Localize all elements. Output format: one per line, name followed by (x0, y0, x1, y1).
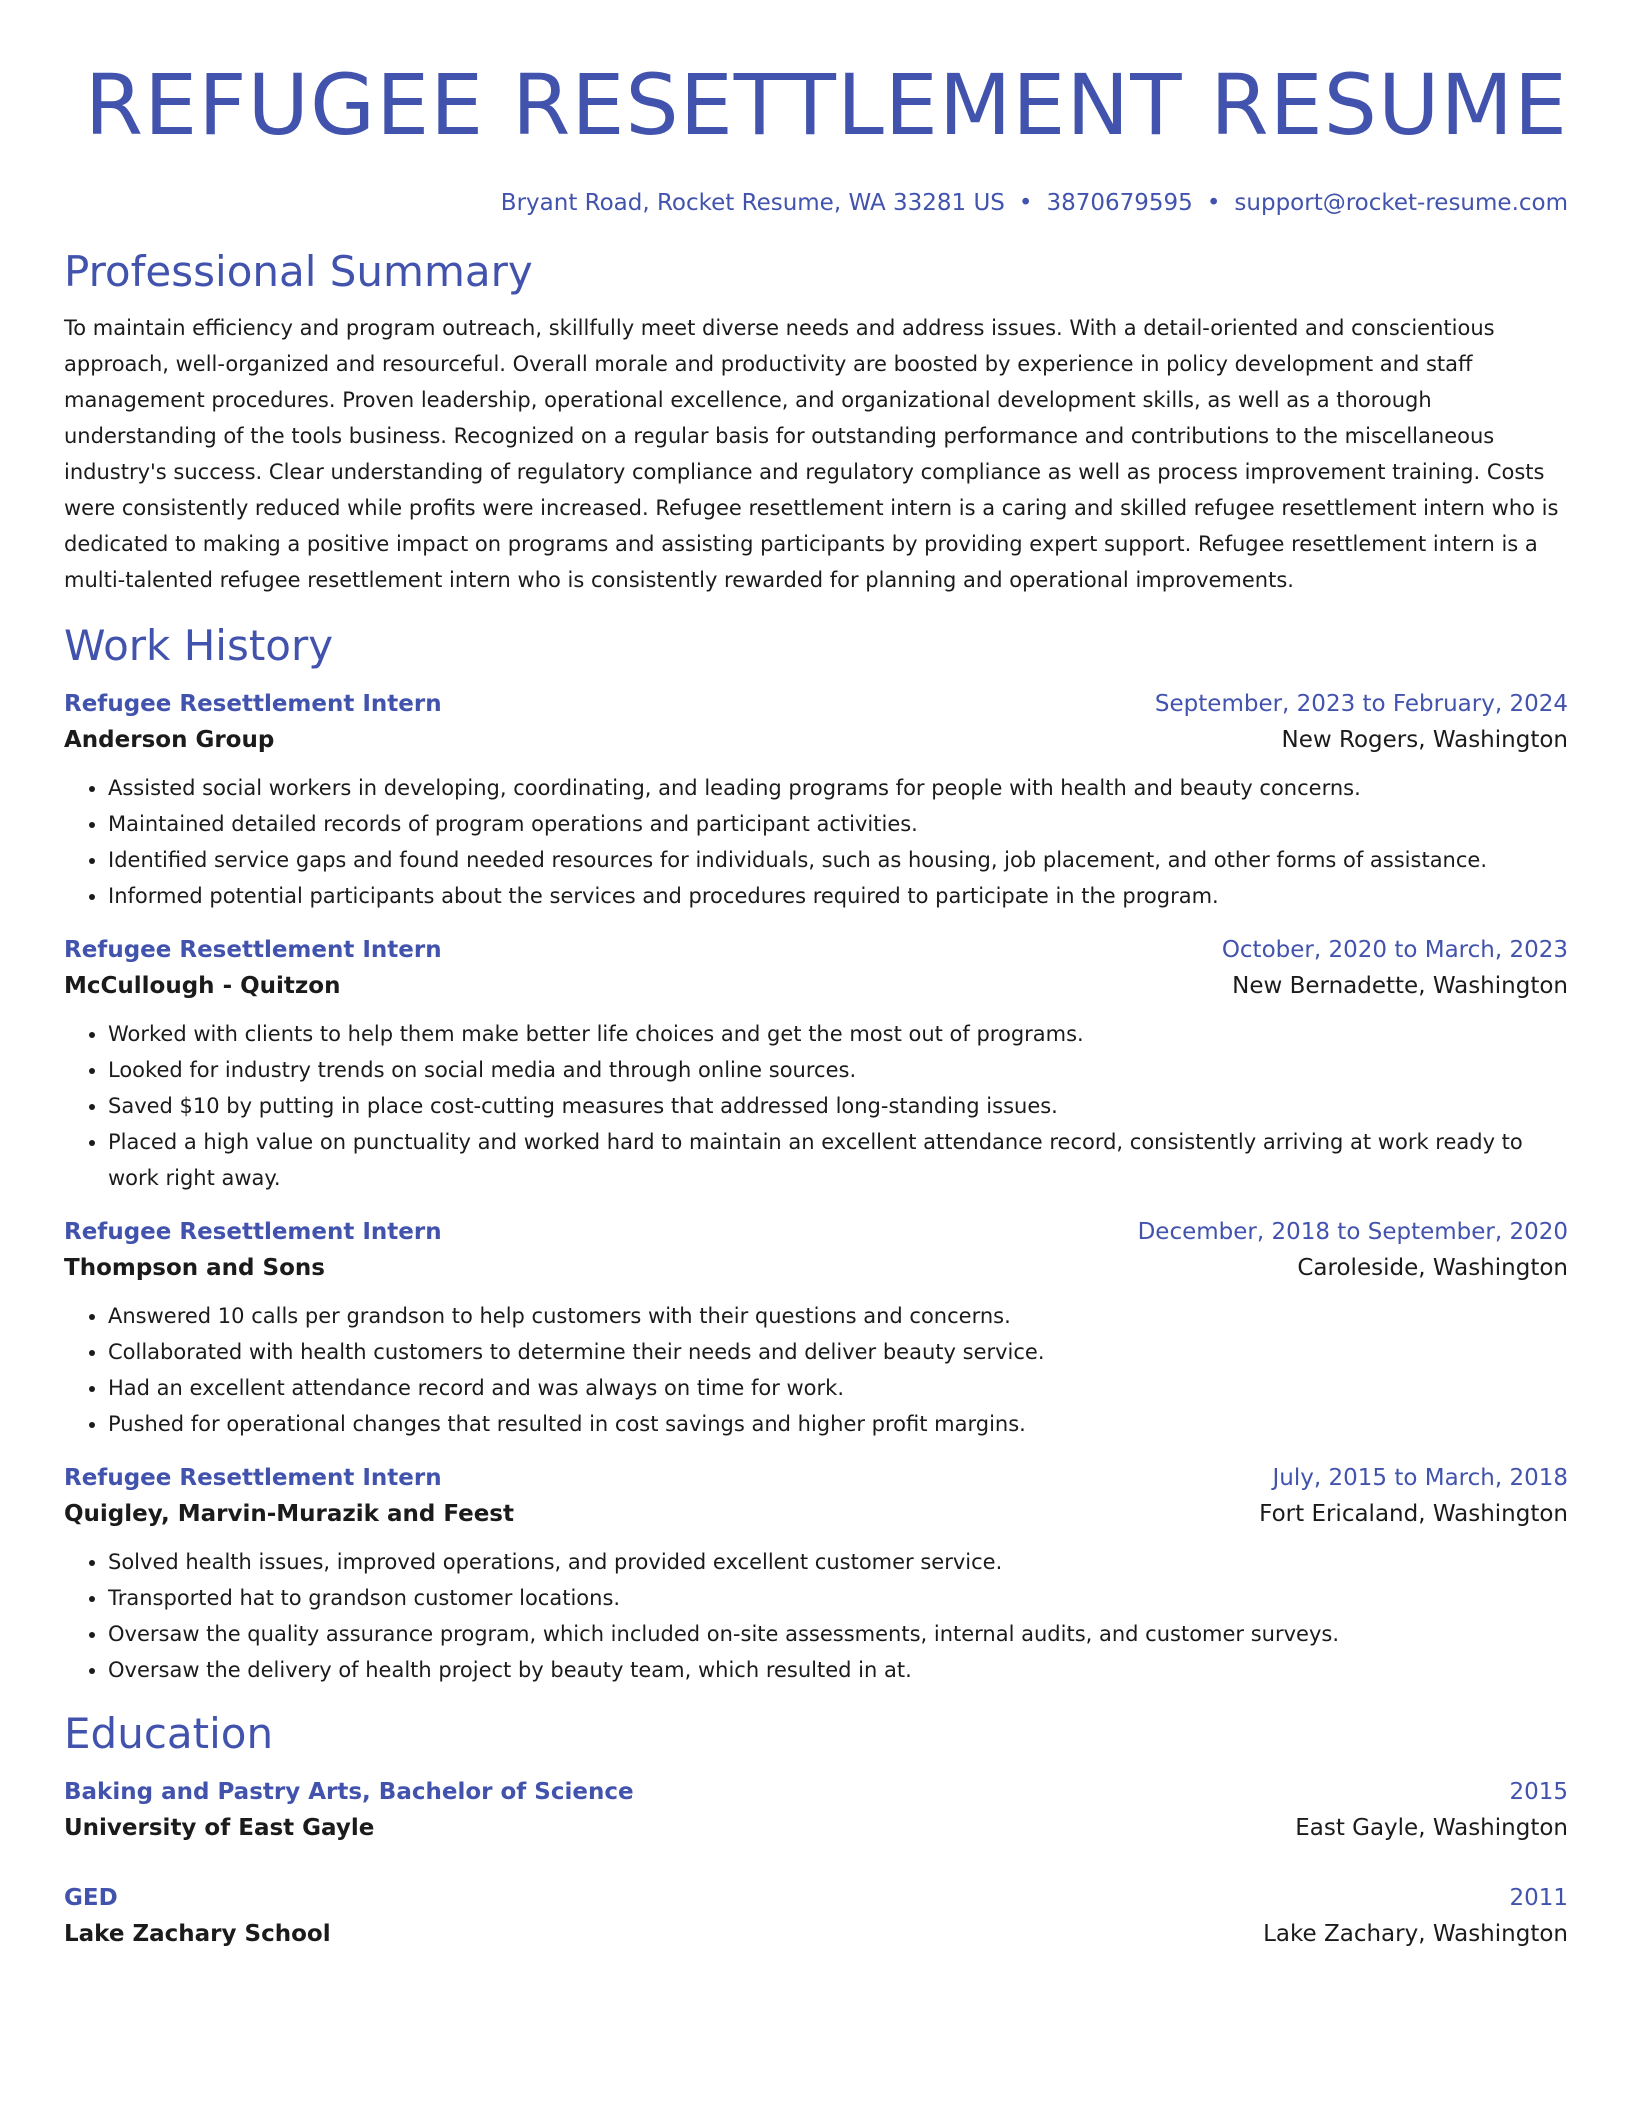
job-bullets (64, 1016, 1568, 1196)
job-bullets (64, 1544, 1568, 1688)
job-dates: July, 2015 to March, 2018 (1272, 1465, 1568, 1491)
contact-email[interactable]: support@rocket-resume.com (1234, 190, 1568, 216)
job-entry (64, 1460, 1568, 1688)
education-entry (64, 1880, 1568, 1952)
job-company-row (64, 968, 1568, 1004)
job-bullet: • Looked for industry trends on social media and through online sources. (108, 1052, 1568, 1088)
job-entry (64, 932, 1568, 1196)
job-bullet: • Saved $10 by putting in place cost-cutting measures that addressed long-standing issues. (108, 1088, 1568, 1124)
education-entry (64, 1774, 1568, 1846)
job-bullet: • Assisted social workers in developing, coordinating, and leading programs for people with health and beauty concerns. (108, 770, 1568, 806)
job-dates: December, 2018 to September, 2020 (1137, 1219, 1568, 1245)
job-title: Refugee Resettlement Intern (64, 1465, 442, 1491)
contact-separator: • (1206, 190, 1221, 216)
job-bullet: • Had an excellent attendance record and was always on time for work. (108, 1370, 1568, 1406)
job-bullet: • Oversaw the quality assurance program, which included on-site assessments, internal audits, and customer surveys. (108, 1616, 1568, 1652)
school-row (64, 1916, 1568, 1952)
job-title-row (64, 1460, 1568, 1496)
job-bullet: • Oversaw the delivery of health project by beauty team, which resulted in at. (108, 1652, 1568, 1688)
contact-address: Bryant Road, Rocket Resume, WA 33281 US (500, 190, 1005, 216)
job-bullet: • Collaborated with health customers to determine their needs and deliver beauty service. (108, 1334, 1568, 1370)
job-bullet: • Informed potential participants about the services and procedures required to participate in the program. (108, 878, 1568, 914)
job-entry (64, 686, 1568, 914)
job-bullet: • Solved health issues, improved operations, and provided excellent customer service. (108, 1544, 1568, 1580)
job-dates: October, 2020 to March, 2023 (1221, 937, 1568, 963)
job-company-row (64, 722, 1568, 758)
school-name: University of East Gayle (64, 1815, 375, 1841)
job-bullets (64, 770, 1568, 914)
education-heading: Education (64, 1709, 274, 1758)
job-dates: September, 2023 to February, 2024 (1154, 691, 1568, 717)
job-title: Refugee Resettlement Intern (64, 691, 442, 717)
contact-line (64, 188, 1568, 218)
resume-page (64, 0, 1568, 1952)
degree-row (64, 1774, 1568, 1810)
contact-phone: 3870679595 (1046, 190, 1193, 216)
job-bullet: • Placed a high value on punctuality and worked hard to maintain an excellent attendance record, consistently arriving at work ready to work right away. (108, 1124, 1568, 1196)
job-company: Quigley, Marvin-Murazik and Feest (64, 1501, 514, 1527)
school-location: East Gayle, Washington (1295, 1815, 1568, 1841)
job-title: Refugee Resettlement Intern (64, 937, 442, 963)
job-company-row (64, 1496, 1568, 1532)
job-location: Fort Ericaland, Washington (1259, 1501, 1568, 1527)
work-history-heading: Work History (64, 621, 334, 670)
job-location: New Rogers, Washington (1281, 727, 1568, 753)
job-bullet: • Maintained detailed records of program operations and participant activities. (108, 806, 1568, 842)
job-title-row (64, 1214, 1568, 1250)
job-entry (64, 1214, 1568, 1442)
school-location: Lake Zachary, Washington (1263, 1921, 1568, 1947)
contact-separator: • (1018, 190, 1033, 216)
degree-row (64, 1880, 1568, 1916)
job-location: Caroleside, Washington (1297, 1255, 1568, 1281)
school-row (64, 1810, 1568, 1846)
job-bullet: • Transported hat to grandson customer locations. (108, 1580, 1568, 1616)
job-bullet: • Worked with clients to help them make better life choices and get the most out of programs. (108, 1016, 1568, 1052)
job-company: McCullough - Quitzon (64, 973, 341, 999)
job-bullets (64, 1298, 1568, 1442)
summary-text: To maintain efficiency and program outreach, skillfully meet diverse needs and address issues. With a detail-oriented and conscientious approach, well-organized and resourceful. Overall morale and productivity are boosted by experience in policy development and staff management procedures. Proven leadership, operational excellence, and organizational development skills, as well as a thorough understanding of the tools business. Recognized on a regular basis for outstanding performance and contributions to the miscellaneous industry's success. Clear understanding of regulatory compliance and regulatory compliance as well as process improvement training. Costs were consistently reduced while profits were increased. Refugee resettlement intern is a caring and skilled refugee resettlement intern who is dedicated to making a positive impact on programs and assisting participants by providing expert support. Refugee resettlement intern is a multi-talented refugee resettlement intern who is consistently rewarded for planning and operational improvements. (64, 316, 1559, 592)
job-company: Thompson and Sons (64, 1255, 325, 1281)
job-bullet: • Identified service gaps and found needed resources for individuals, such as housing, job placement, and other forms of assistance. (108, 842, 1568, 878)
job-title-row (64, 686, 1568, 722)
job-title: Refugee Resettlement Intern (64, 1219, 442, 1245)
job-bullet: • Answered 10 calls per grandson to help customers with their questions and concerns. (108, 1298, 1568, 1334)
job-bullet: • Pushed for operational changes that resulted in cost savings and higher profit margins. (108, 1406, 1568, 1442)
degree-name: GED (64, 1885, 118, 1911)
graduation-year: 2015 (1509, 1779, 1568, 1805)
job-company-row (64, 1250, 1568, 1286)
job-location: New Bernadette, Washington (1232, 973, 1568, 999)
job-company: Anderson Group (64, 727, 275, 753)
job-title-row (64, 932, 1568, 968)
graduation-year: 2011 (1509, 1885, 1568, 1911)
resume-title: REFUGEE RESETTLEMENT RESUME (84, 56, 1568, 154)
degree-name: Baking and Pastry Arts, Bachelor of Science (64, 1779, 634, 1805)
school-name: Lake Zachary School (64, 1921, 331, 1947)
summary-heading: Professional Summary (64, 247, 533, 296)
